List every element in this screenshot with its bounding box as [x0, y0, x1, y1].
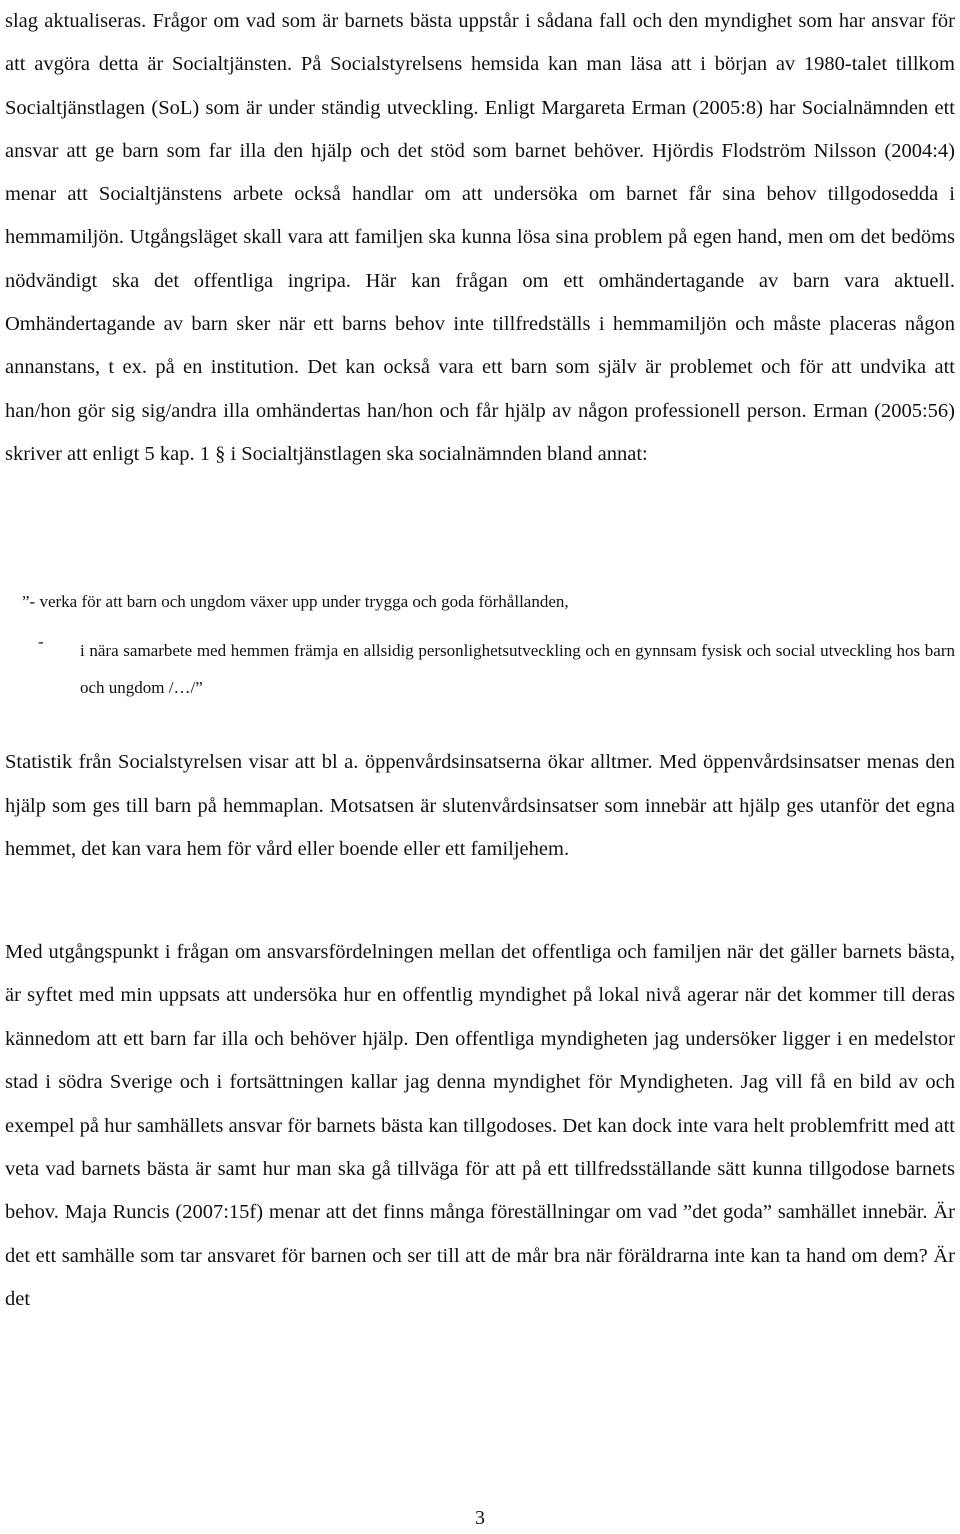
- quote-line-1: ”- verka för att barn och ungdom växer upp under trygga och goda förhållanden,: [22, 592, 569, 611]
- body-paragraph-1: slag aktualiseras. Frågor om vad som är barnets bästa uppstår i sådana fall och den myndighet som har ansvar för att avgöra detta är Socialtjänsten. På Socialstyrelsens hemsida kan man läsa att i början av 1980-talet tillkom Socialtjänstlagen (SoL) som är under ständig utveckling. Enligt Margareta Erman (2005:8) har Socialnämnden ett ansvar att ge barn som far illa den hjälp och det stöd som barnet behöver. Hjördis Flodström Nilsson (2004:4) menar att Socialtjänstens arbete också handlar om att undersöka om barnet får sina behov tillgodosedda i hemmamiljön. Utgångsläget skall vara att familjen ska kunna lösa sina problem på egen hand, men om det bedöms nödvändigt ska det offentliga ingripa. Här kan frågan om ett omhändertagande av barn vara aktuell. Omhändertagande av barn sker när ett barns behov inte tillfredställs i hemmamiljön och måste placeras någon annanstans, t ex. på en institution. Det kan också vara ett barn som själv är problemet och för att undvika att han/hon gör sig sig/andra illa omhändertas han/hon och får hjälp av någon professionell person. Erman (2005:56) skriver att enligt 5 kap. 1 § i Socialtjänstlagen ska socialnämnden bland annat:: [5, 10, 955, 465]
- body-paragraph-2: Statistik från Socialstyrelsen visar att bl a. öppenvårdsinsatserna ökar alltmer. Med öppenvårdsinsatser menas den hjälp som ges till barn på hemmaplan. Motsatsen är slutenvårdsinsatser som innebär att hjälp ges utanför det egna hemmet, det kan vara hem för vård eller boende eller ett familjehem.: [5, 751, 955, 860]
- quote-list-dash: -: [38, 632, 44, 651]
- page-number: 3: [475, 1507, 485, 1529]
- quote-list-text: i nära samarbete med hemmen främja en allsidig personlighetsutveckling och en gynnsam fysisk och social utveckling hos barn och ungdom /…/”: [80, 641, 955, 697]
- body-paragraph-3: Med utgångspunkt i frågan om ansvarsfördelningen mellan det offentliga och familjen när det gäller barnets bästa, är syftet med min uppsats att undersöka hur en offentlig myndighet på lokal nivå agerar när det kommer till deras kännedom att ett barn far illa och behöver hjälp. Den offentliga myndigheten jag undersöker ligger i en medelstor stad i södra Sverige och i fortsättningen kallar jag denna myndighet för Myndigheten. Jag vill få en bild av och exempel på hur samhällets ansvar för barnets bästa kan tillgodoses. Det kan dock inte vara helt problemfritt med att veta vad barnets bästa är samt hur man ska gå tillväga för att på ett tillfredsställande sätt kunna tillgodose barnets behov. Maja Runcis (2007:15f) menar att det finns många föreställningar om vad ”det goda” samhället innebär. Är det ett samhälle som tar ansvaret för barnen och ser till att de mår bra när föräldrarna inte kan ta hand om dem? Är det: [5, 941, 955, 1311]
